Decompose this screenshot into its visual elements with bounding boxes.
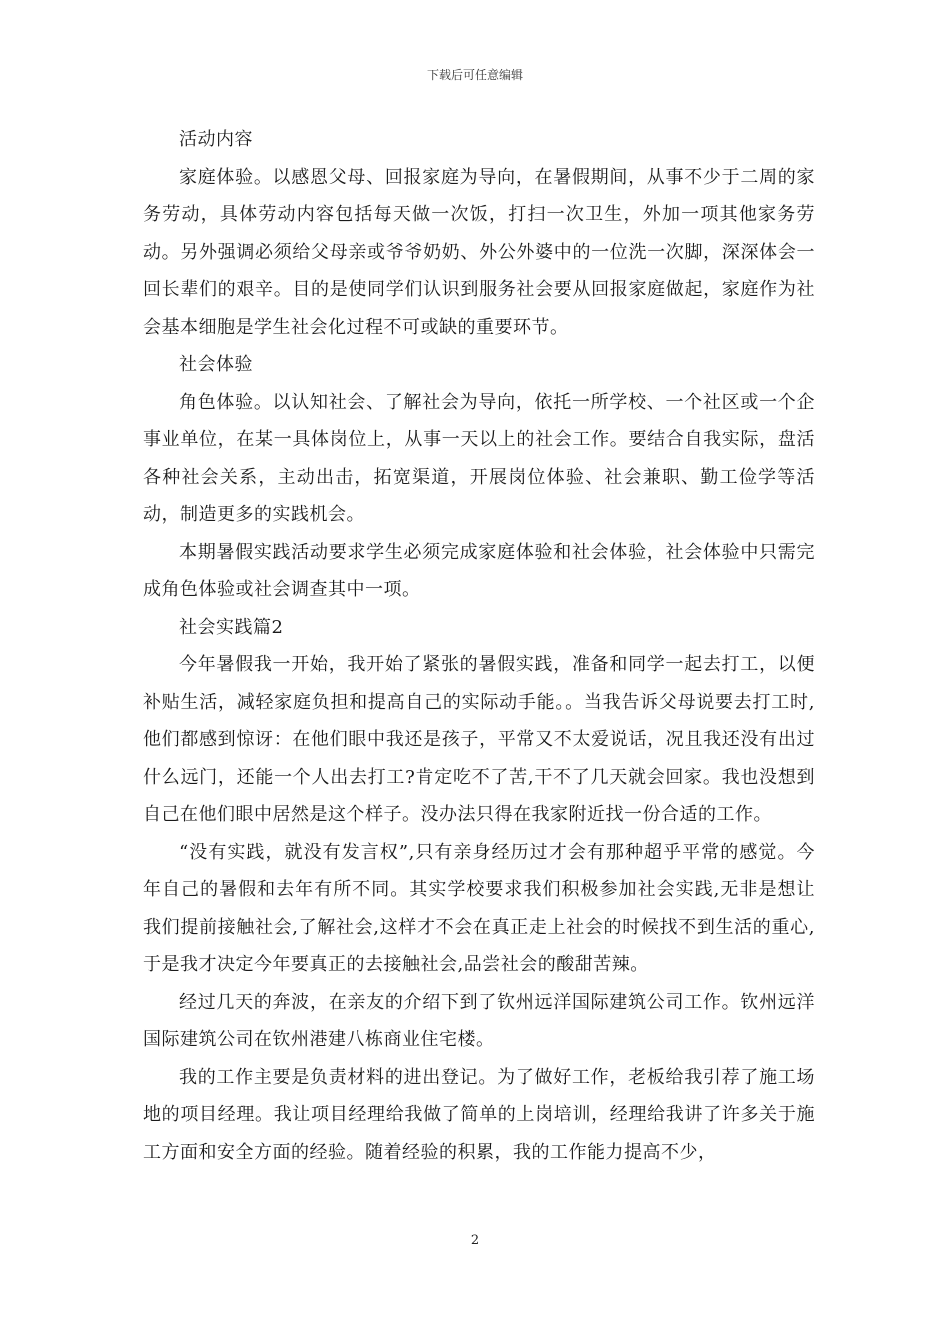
paragraph-requirements: 本期暑假实践活动要求学生必须完成家庭体验和社会体验，社会体验中只需完成角色体验或社会调查其中一项。 bbox=[143, 541, 815, 600]
paragraph-no-practice-no-voice: “没有实践，就没有发言权”,只有亲身经历过才会有那种超乎平常的感觉。今年自己的暑假和去年有所不同。其实学校要求我们积极参加社会实践,无非是想让我们提前接触社会,了解社会,这样才不会在真正走上社会的时候找不到生活的重心,于是我才决定今年要真正的去接触社会,品尝社会的酸甜苦辣。 bbox=[143, 841, 815, 975]
page-number: 2 bbox=[470, 1233, 480, 1248]
page-header-note: 下载后可任意编辑 bbox=[426, 68, 523, 82]
paragraph-summer-start: 今年暑假我一开始，我开始了紧张的暑假实践，准备和同学一起去打工，以便补贴生活，减轻家庭负担和提高自己的实际动手能。。当我告诉父母说要去打工时,他们都感到惊讶：在他们眼中我还是孩子，平常又不太爱说话，况且我还没有出过什么远门，还能一个人出去打工?肯定吃不了苦,干不了几天就会回家。我也没想到自己在他们眼中居然是这个样子。没办法只得在我家附近找一份合适的工作。 bbox=[143, 654, 815, 825]
paragraph-work-duties: 我的工作主要是负责材料的进出登记。为了做好工作，老板给我引荐了施工场地的项目经理。我让项目经理给我做了简单的上岗培训，经理给我讲了许多关于施工方面和安全方面的经验。随着经验的积累，我的工作能力提高不少， bbox=[143, 1066, 815, 1163]
section-heading-activity-content: 活动内容 bbox=[179, 129, 253, 150]
paragraph-role-experience: 角色体验。以认知社会、了解社会为导向，依托一所学校、一个社区或一个企事业单位，在某一具体岗位上，从事一天以上的社会工作。要结合自我实际，盘活各种社会关系，主动出击，拓宽渠道，开展岗位体验、社会兼职、勤工俭学等活动，制造更多的实践机会。 bbox=[143, 391, 815, 525]
section-heading-social-experience: 社会体验 bbox=[179, 354, 253, 375]
document-body bbox=[143, 121, 815, 1171]
paragraph-family-experience: 家庭体验。以感恩父母、回报家庭为导向，在暑假期间，从事不少于二周的家务劳动，具体劳动内容包括每天做一次饭，打扫一次卫生，外加一项其他家务劳动。另外强调必须给父母亲或爷爷奶奶、外公外婆中的一位洗一次脚，深深体会一回长辈们的艰辛。目的是使同学们认识到服务社会要从回报家庭做起，家庭作为社会基本细胞是学生社会化过程不可或缺的重要环节。 bbox=[143, 166, 815, 338]
section-heading-practice-2: 社会实践篇2 bbox=[179, 616, 284, 638]
paragraph-job-search: 经过几天的奔波，在亲友的介绍下到了钦州远洋国际建筑公司工作。钦州远洋国际建筑公司在钦州港建八栋商业住宅楼。 bbox=[143, 991, 815, 1050]
